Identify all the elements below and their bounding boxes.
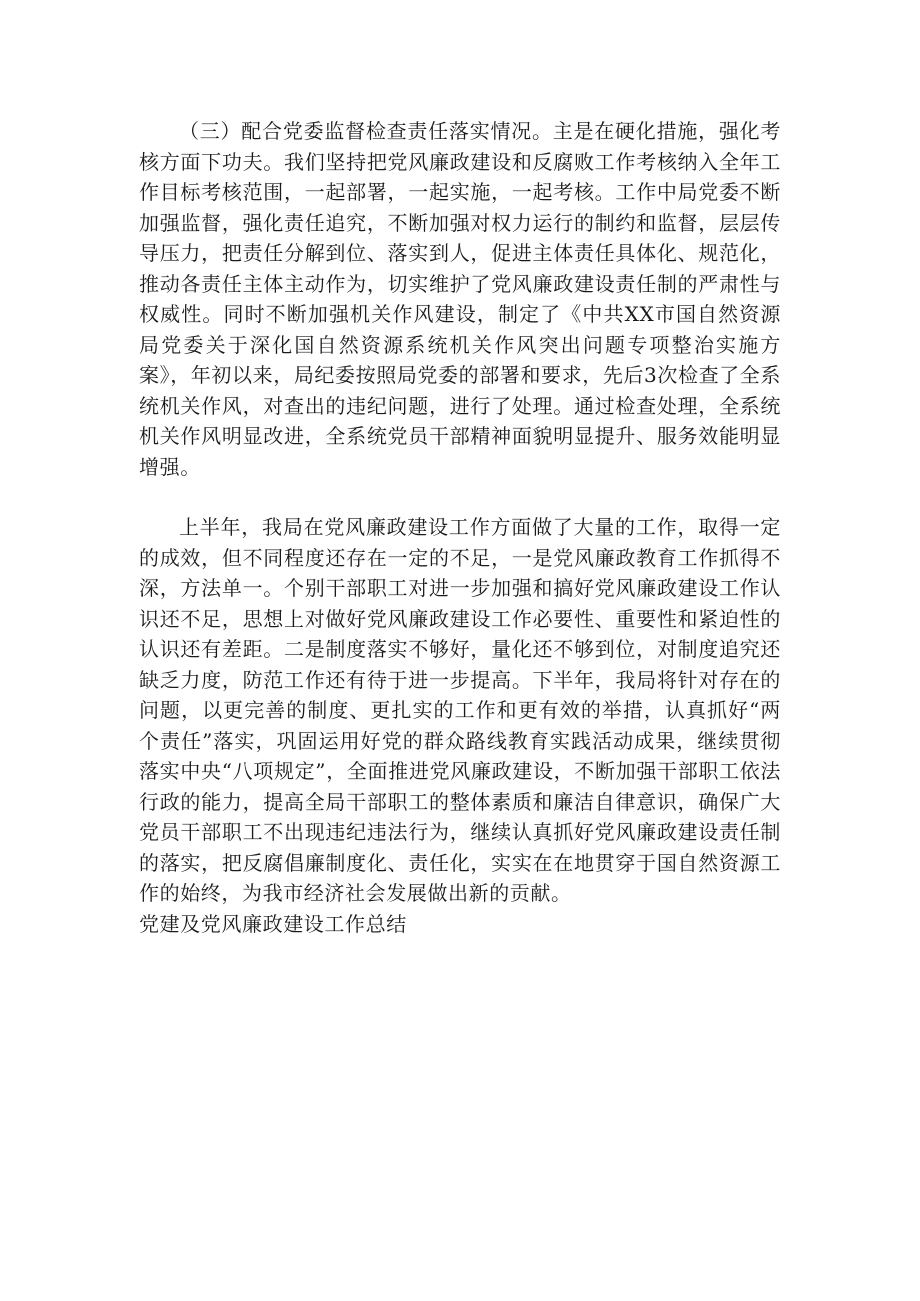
closing-title: 党建及党风廉政建设工作总结 xyxy=(139,911,407,936)
document-body xyxy=(139,116,781,939)
paragraph-supervision: （三）配合党委监督检查责任落实情况。主是在硬化措施，强化考核方面下功夫。我们坚持把党风廉政建设和反腐败工作考核纳入全年工作目标考核范围，一起部署，一起实施，一起考核。工作中局党委不断加强监督，强化责任追究，不断加强对权力运行的制约和监督，层层传导压力，把责任分解到位、落实到人，促进主体责任具体化、规范化，推动各责任主体主动作为，切实维护了党风廉政建设责任制的严肃性与权威性。同时不断加强机关作风建设，制定了《中共XX市国自然资源局党委关于深化国自然资源系统机关作风突出问题专项整治实施方案》，年初以来，局纪委按照局党委的部署和要求，先后3次检查了全系统机关作风，对查出的违纪问题，进行了处理。通过检查处理，全系统机关作风明显改进，全系统党员干部精神面貌明显提升、服务效能明显增强。 xyxy=(139,119,781,479)
paragraph-half-year-summary: 上半年，我局在党风廉政建设工作方面做了大量的工作，取得一定的成效，但不同程度还存在一定的不足，一是党风廉政教育工作抓得不深，方法单一。个别干部职工对进一步加强和搞好党风廉政建设工作认识还不足，思想上对做好党风廉政建设工作必要性、重要性和紧迫性的认识还有差距。二是制度落实不够好，量化还不够到位，对制度追究还缺乏力度，防范工作还有待于进一步提高。下半年，我局将针对存在的问题，以更完善的制度、更扎实的工作和更有效的举措，认真抓好“两个责任”落实，巩固运用好党的群众路线教育实践活动成果，继续贯彻落实中央“八项规定”，全面推进党风廉政建设，不断加强干部职工依法行政的能力，提高全局干部职工的整体素质和廉洁自律意识，确保广大党员干部职工不出现违纪违法行为，继续认真抓好党风廉政建设责任制的落实，把反腐倡廉制度化、责任化，实实在在地贯穿于国自然资源工作的始终，为我市经济社会发展做出新的贡献。 xyxy=(139,515,781,905)
